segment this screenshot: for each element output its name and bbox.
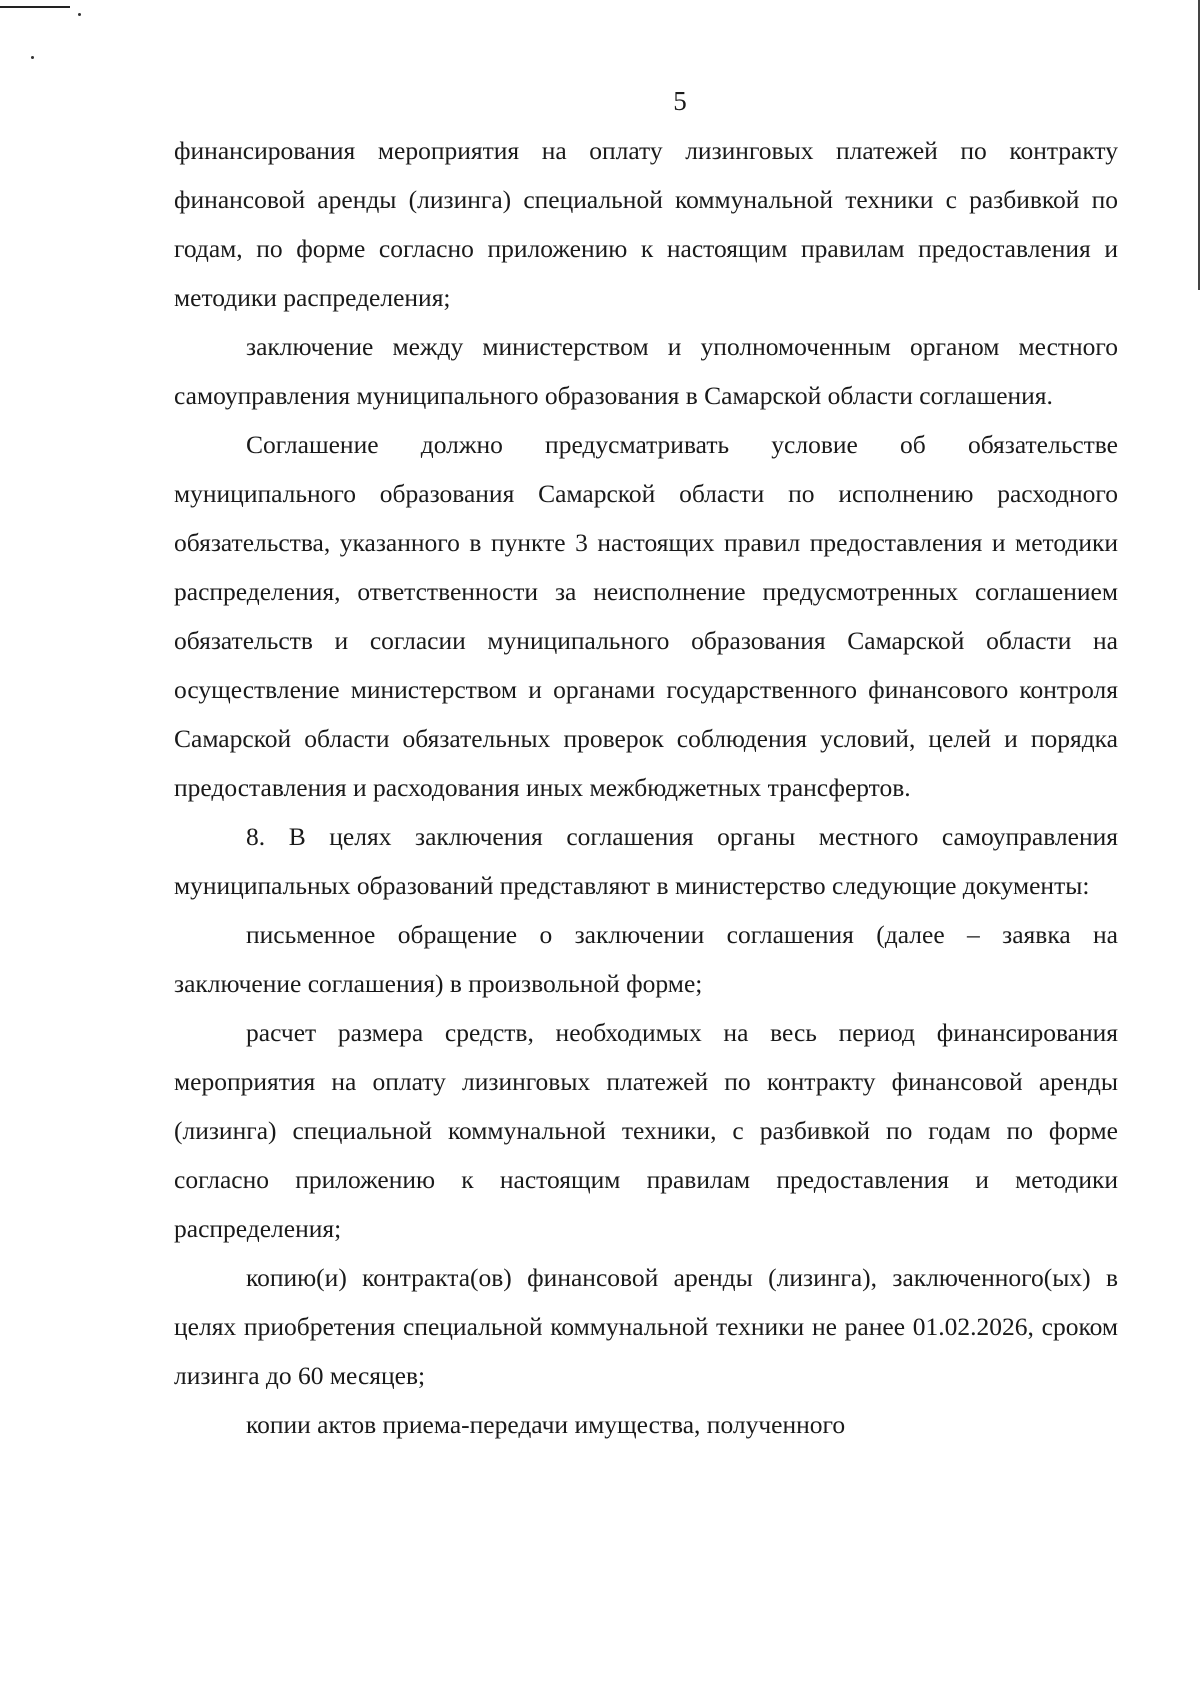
paragraph: 8. В целях заключения соглашения органы местного самоуправления муниципальных образований представляют в министерство следующие документы: [174, 822, 1118, 900]
scan-artifact-dot [78, 13, 81, 16]
paragraph: копию(и) контракта(ов) финансовой аренды (лизинга), заключенного(ых) в целях приобретения специальной коммунальной техники не ранее 01.02.2026, сроком лизинга до 60 месяцев; [174, 1263, 1118, 1390]
paragraph: заключение между министерством и уполномоченным органом местного самоуправления муниципального образования в Самарской области соглашения. [174, 332, 1118, 410]
paragraph: расчет размера средств, необходимых на весь период финансирования мероприятия на оплату лизинговых платежей по контракту финансовой аренды (лизинга) специальной коммунальной техники, с разбивкой по годам по форме согласно приложению к настоящим правилам предоставления и методики распределения; [174, 1018, 1118, 1243]
paragraph: письменное обращение о заключении соглашения (далее – заявка на заключение соглашения) в произвольной форме; [174, 920, 1118, 998]
paragraph: копии актов приема-передачи имущества, полученного [246, 1410, 846, 1439]
scan-artifact-line [0, 6, 70, 8]
paragraph: Соглашение должно предусматривать условие об обязательстве муниципального образования Самарской области по исполнению расходного обязательства, указанного в пункте 3 настоящих правил предоставления и методики распределения, ответственности за неисполнение предусмотренных соглашением обязательств и согласии муниципального образования Самарской области на осуществление министерством и органами государственного финансового контроля Самарской области обязательных проверок соблюдения условий, целей и порядка предоставления и расходования иных межбюджетных трансфертов. [174, 430, 1118, 802]
scan-artifact-dot [31, 56, 34, 59]
document-body [174, 126, 1118, 1449]
page-number: 5 [673, 86, 687, 116]
paragraph: финансирования мероприятия на оплату лизинговых платежей по контракту финансовой аренды (лизинга) специальной коммунальной техники с разбивкой по годам, по форме согласно приложению к настоящим правилам предоставления и методики распределения; [174, 136, 1118, 312]
